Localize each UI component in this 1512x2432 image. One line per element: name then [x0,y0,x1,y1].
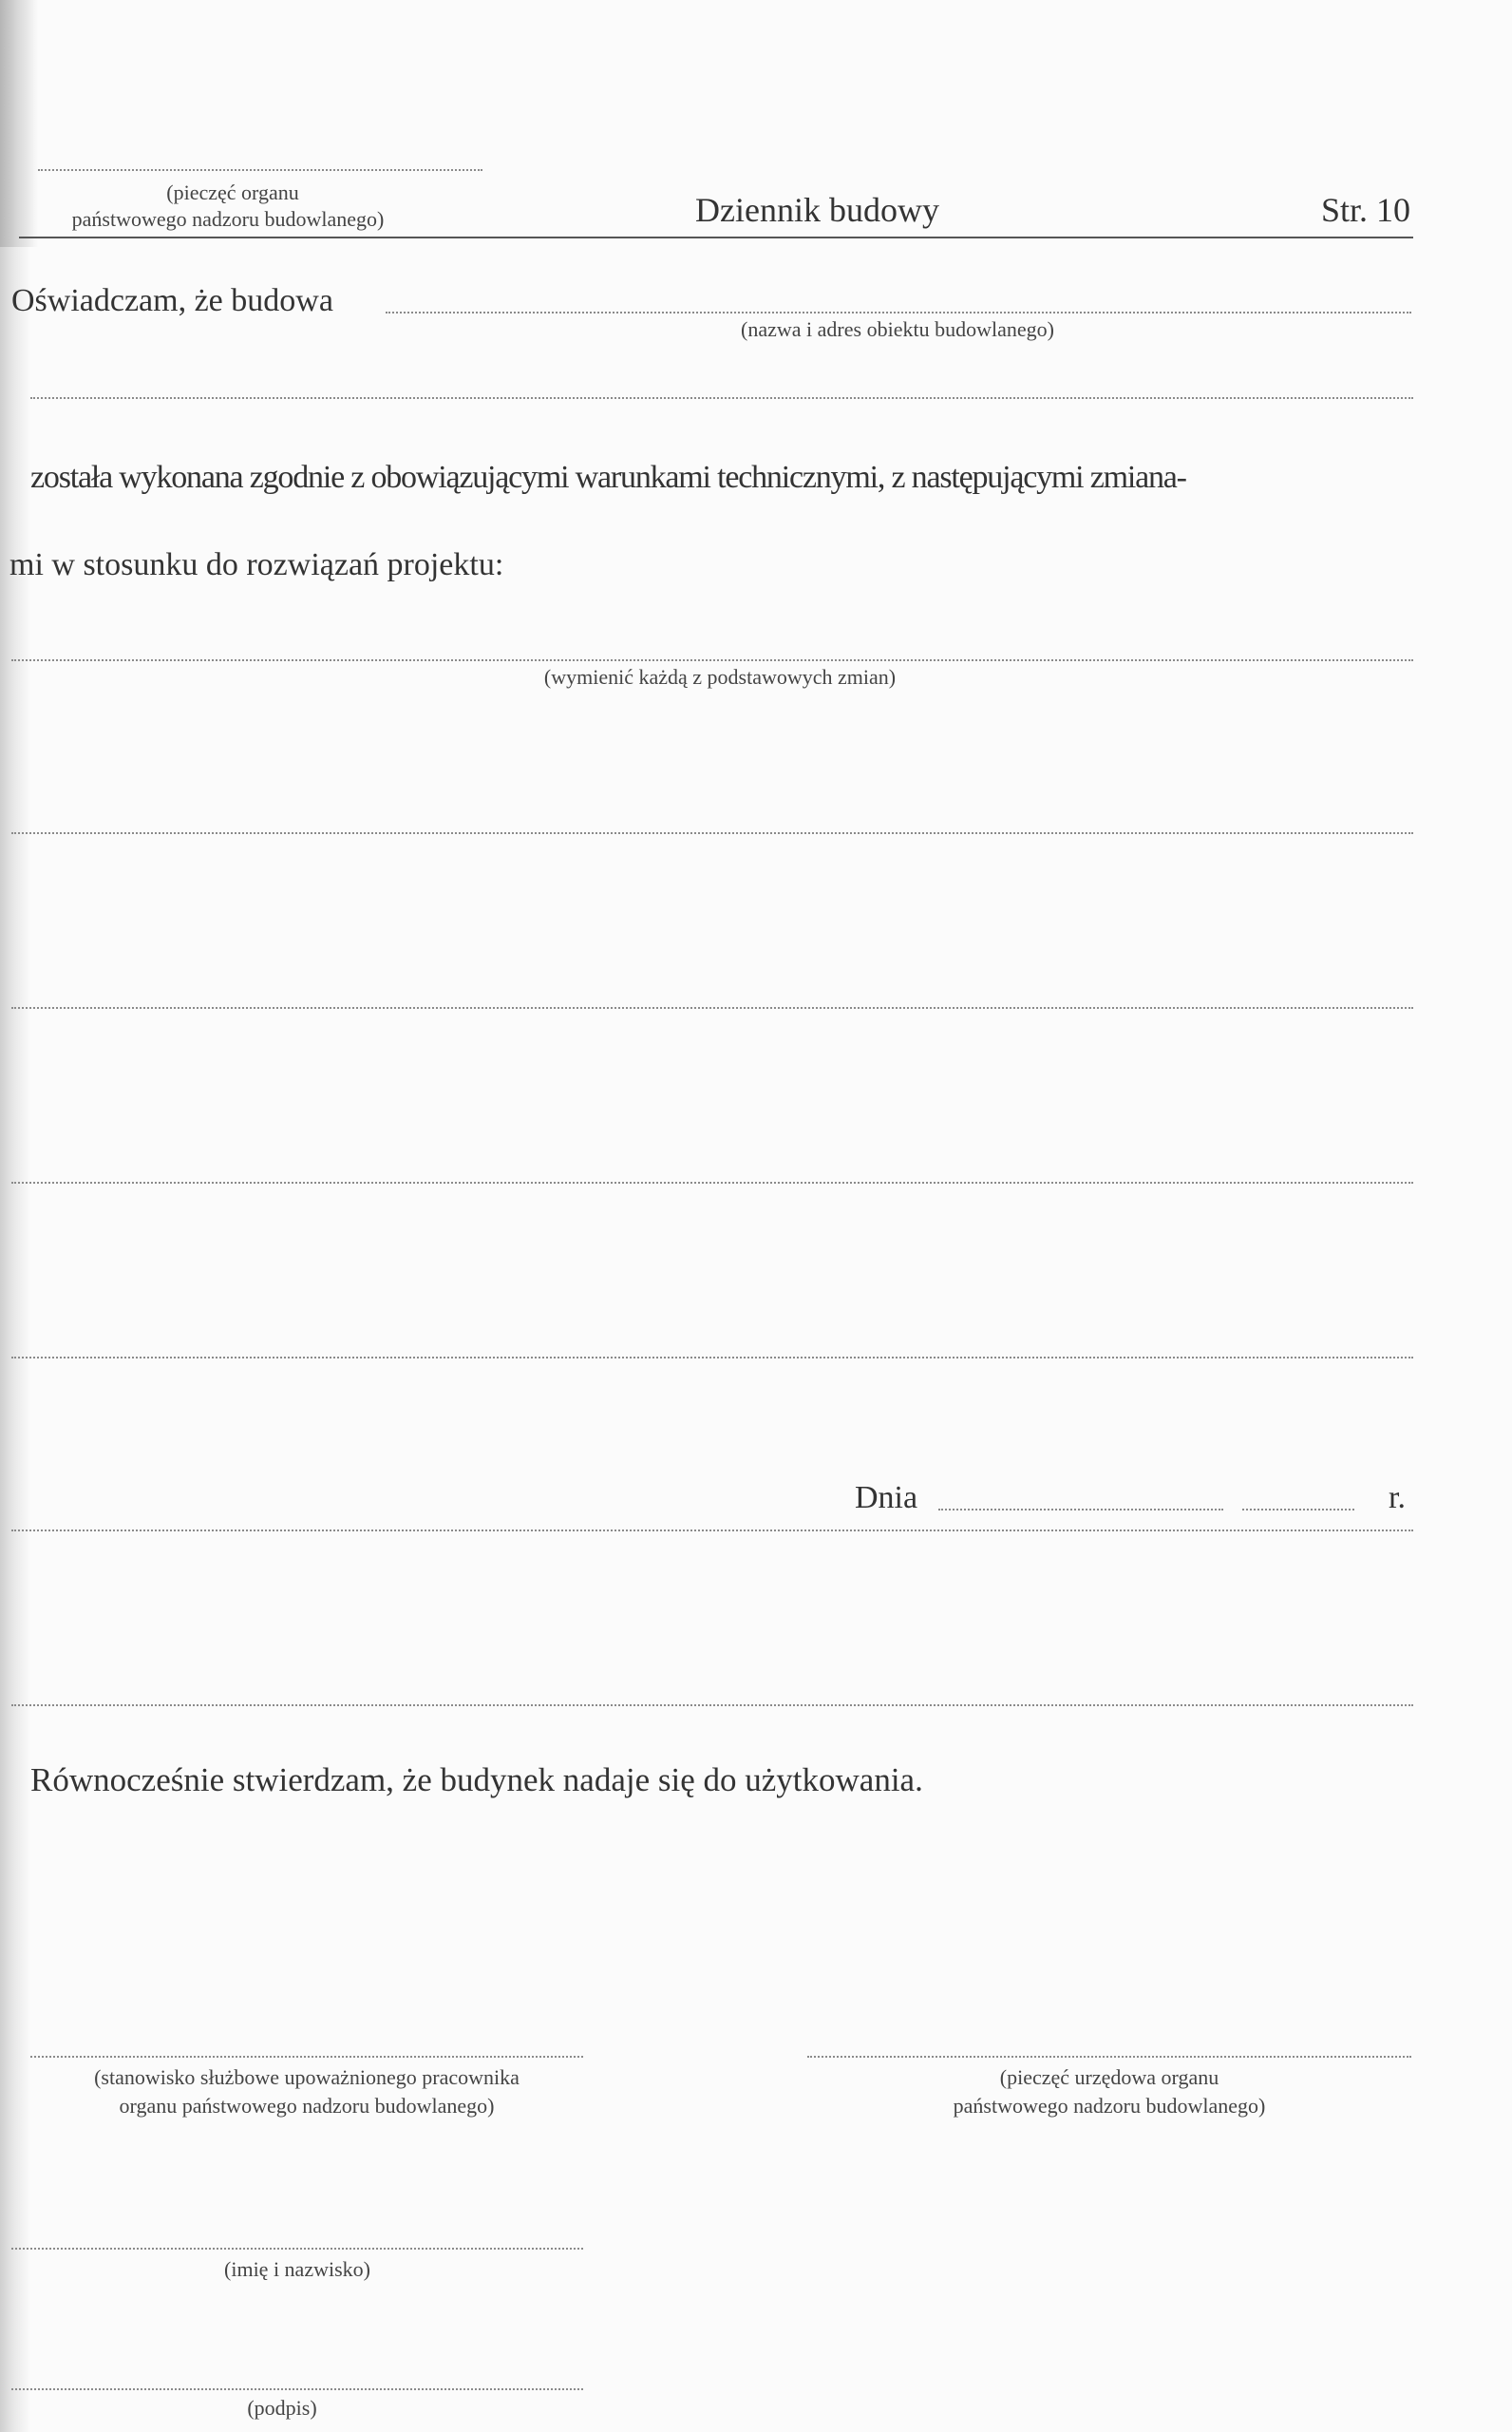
date-suffix: r. [1389,1480,1406,1515]
statement-line-2: mi w stosunku do rozwiązań projektu: [9,547,504,582]
changes-dotted-line-6 [11,1530,1413,1531]
stamp-caption-line2: państwowego nadzoru budowlanego) [71,207,385,231]
date-label: Dnia [855,1480,918,1515]
page-binding-shadow-top [0,0,38,247]
stamp-dotted-line [38,169,482,171]
official-stamp-caption-line2: państwowego nadzoru budowlanego) [953,2094,1266,2118]
name-dotted-line [11,2248,583,2250]
signature-dotted-line [11,2388,583,2390]
date-dotted-line [938,1509,1223,1510]
changes-dotted-line-7 [11,1704,1413,1706]
position-caption-line1: (stanowisko służbowe upoważnionego pracownika [94,2065,520,2089]
changes-dotted-line-1 [11,659,1413,661]
position-dotted-line [30,2056,583,2058]
document-title: Dziennik budowy [695,191,939,229]
changes-dotted-line-5 [11,1357,1413,1358]
signature-caption: (podpis) [247,2396,317,2420]
year-dotted-line [1242,1509,1354,1510]
conclusion-text: Równocześnie stwierdzam, że budynek nadaje się do użytkowania. [30,1761,923,1798]
position-caption-line2: organu państwowego nadzoru budowlanego) [119,2094,495,2118]
name-caption: (imię i nazwisko) [224,2257,370,2281]
header-rule [19,237,1413,238]
page-number: Str. 10 [1321,191,1411,229]
changes-caption: (wymienić każdą z podstawowych zmian) [543,665,897,689]
statement-line-1: została wykonana zgodnie z obowiązującymi warunkami technicznymi, z następującymi zmiana- [30,460,1186,495]
stamp-caption-line1: (pieczęć organu [166,180,299,204]
object-dotted-line-2 [30,397,1413,399]
page-binding-shadow [0,0,30,2432]
statement-intro: Oświadczam, że budowa [11,283,333,318]
changes-dotted-line-2 [11,832,1413,834]
changes-dotted-line-4 [11,1182,1413,1184]
object-dotted-line [386,312,1411,314]
official-stamp-dotted-line [807,2056,1411,2058]
changes-dotted-line-3 [11,1007,1413,1009]
object-caption: (nazwa i adres obiektu budowlanego) [741,317,1054,341]
official-stamp-caption-line1: (pieczęć urzędowa organu [999,2065,1219,2089]
